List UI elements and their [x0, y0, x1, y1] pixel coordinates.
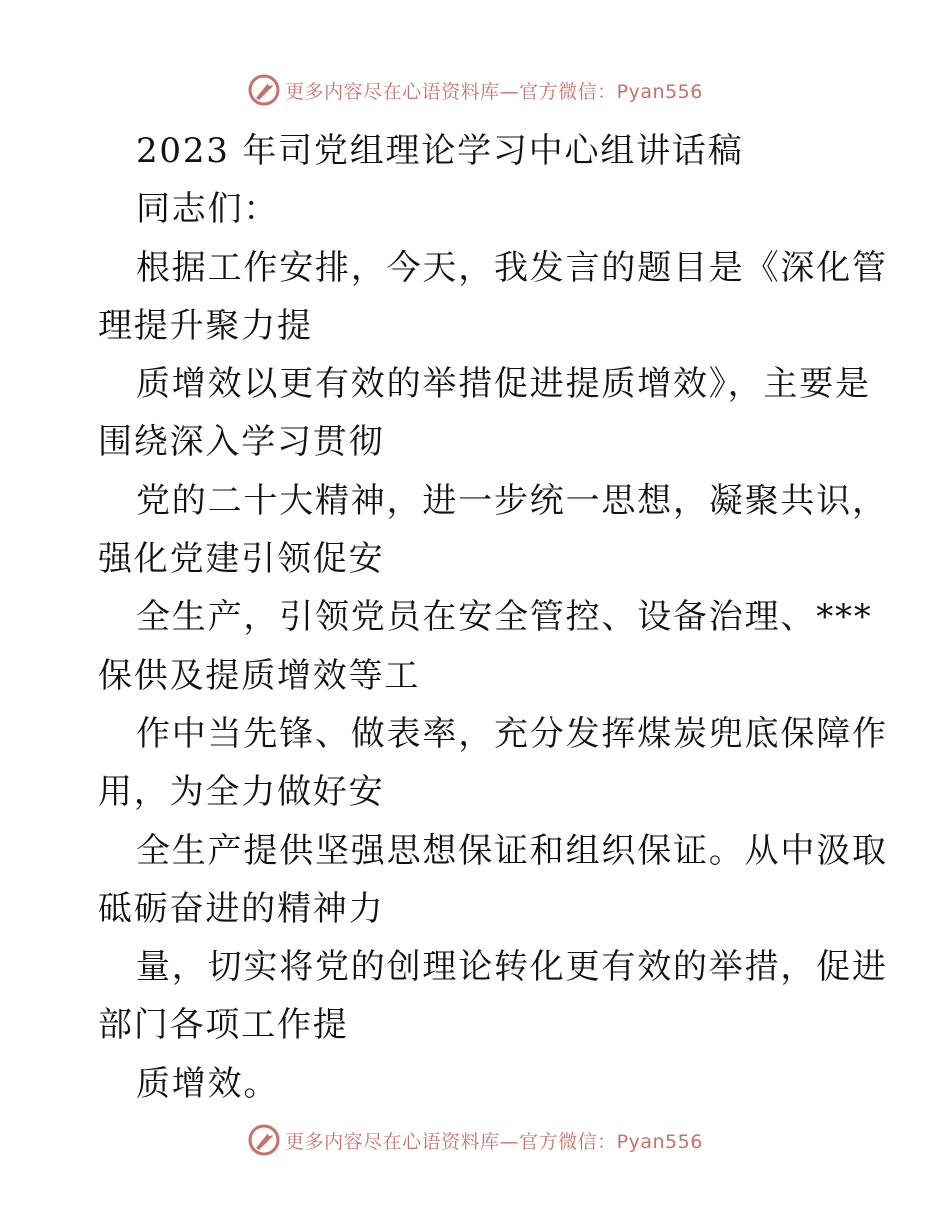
paragraph-line: 全生产，引领党员在安全管控、设备治理、*** [136, 597, 873, 638]
paragraph-line: 量，切实将党的创理论转化更有效的举措，促进 [136, 947, 888, 988]
paragraph-line: 质增效以更有效的举措促进提质增效》，主要是 [136, 364, 871, 405]
paragraph-line: 理提升聚力提 [98, 305, 313, 346]
paragraph-line: 围绕深入学习贯彻 [98, 422, 385, 463]
watermark-text: 更多内容尽在心语资料库—官方微信：Pyan556 [285, 1130, 703, 1153]
pen-nib-logo-icon [247, 1123, 281, 1157]
paragraph-line: 强化党建引领促安 [98, 539, 385, 580]
paragraph-line: 党的二十大精神，进一步统一思想，凝聚共识， [136, 480, 888, 521]
paragraph-line: 保供及提质增效等工 [98, 655, 421, 696]
paragraph-line: 根据工作安排，今天，我发言的题目是《深化管 [136, 247, 888, 288]
paragraph-line: 部门各项工作提 [98, 1005, 349, 1046]
paragraph-line: 砥砺奋进的精神力 [98, 888, 385, 929]
salutation: 同志们： [136, 189, 280, 230]
pen-nib-logo-icon [247, 73, 281, 107]
paragraph-line: 作中当先锋、做表率，充分发挥煤炭兜底保障作 [136, 713, 888, 754]
paragraph-line: 用，为全力做好安 [98, 772, 385, 813]
document-title: 2023 年司党组理论学习中心组讲话稿 [136, 131, 744, 171]
document-body [98, 122, 888, 1113]
paragraph-line: 全生产提供坚强思想保证和组织保证。从中汲取 [136, 830, 888, 871]
paragraph-line: 质增效。 [136, 1063, 280, 1104]
watermark-text: 更多内容尽在心语资料库—官方微信：Pyan556 [285, 80, 703, 103]
header-watermark [0, 70, 950, 110]
footer-watermark [0, 1120, 950, 1160]
